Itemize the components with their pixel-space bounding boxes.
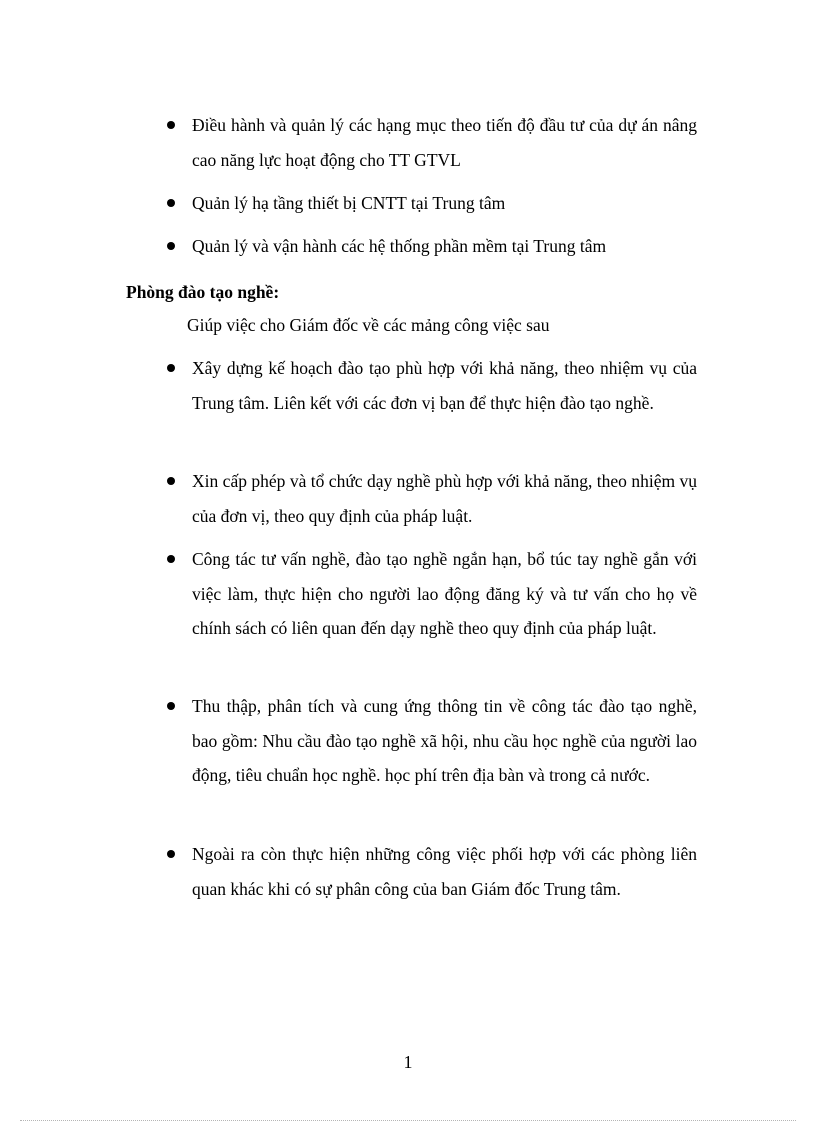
list-item-text: Công tác tư vấn nghề, đào tạo nghề ngắn hạn, bổ túc tay nghề gắn với việc làm, thực hiện cho người lao động đăng ký và tư vấn cho họ về chính sách có liên quan đến dạy nghề theo quy định của pháp luật.	[192, 549, 697, 638]
list-item-text: Xây dựng kế hoạch đào tạo phù hợp với khả năng, theo nhiệm vụ của Trung tâm. Liên kết với các đơn vị bạn để thực hiện đào tạo nghề.	[192, 358, 697, 413]
list-item-text: Thu thập, phân tích và cung ứng thông tin về công tác đào tạo nghề, bao gồm: Nhu cầu đào tạo nghề xã hội, nhu cầu học nghề của người lao động, tiêu chuẩn học nghề. học phí trên địa bàn và trong cả nước.	[192, 696, 697, 785]
bullet-icon	[167, 555, 175, 563]
bullet-icon	[167, 121, 175, 129]
bullet-icon	[167, 364, 175, 372]
bullet-icon	[167, 242, 175, 250]
list-item-text: Quản lý và vận hành các hệ thống phần mềm tại Trung tâm	[192, 236, 607, 256]
section-intro: Giúp việc cho Giám đốc về các mảng công việc sau	[187, 315, 550, 335]
list-item-text: Ngoài ra còn thực hiện những công việc phối hợp với các phòng liên quan khác khi có sự phân công của ban Giám đốc Trung tâm.	[192, 844, 697, 899]
bullet-icon	[167, 702, 175, 710]
list-item-text: Quản lý hạ tầng thiết bị CNTT tại Trung tâm	[192, 193, 506, 213]
section-heading: Phòng đào tạo nghề:	[126, 282, 280, 302]
bullet-icon	[167, 199, 175, 207]
page-bottom-divider	[20, 1120, 796, 1121]
bullet-icon	[167, 850, 175, 858]
list-item-text: Xin cấp phép và tổ chức dạy nghề phù hợp với khả năng, theo nhiệm vụ của đơn vị, theo quy định của pháp luật.	[192, 471, 697, 526]
bullet-icon	[167, 477, 175, 485]
page-number: 1	[403, 1052, 413, 1072]
list-item-text: Điều hành và quản lý các hạng mục theo tiến độ đầu tư của dự án nâng cao năng lực hoạt động cho TT GTVL	[192, 115, 697, 170]
